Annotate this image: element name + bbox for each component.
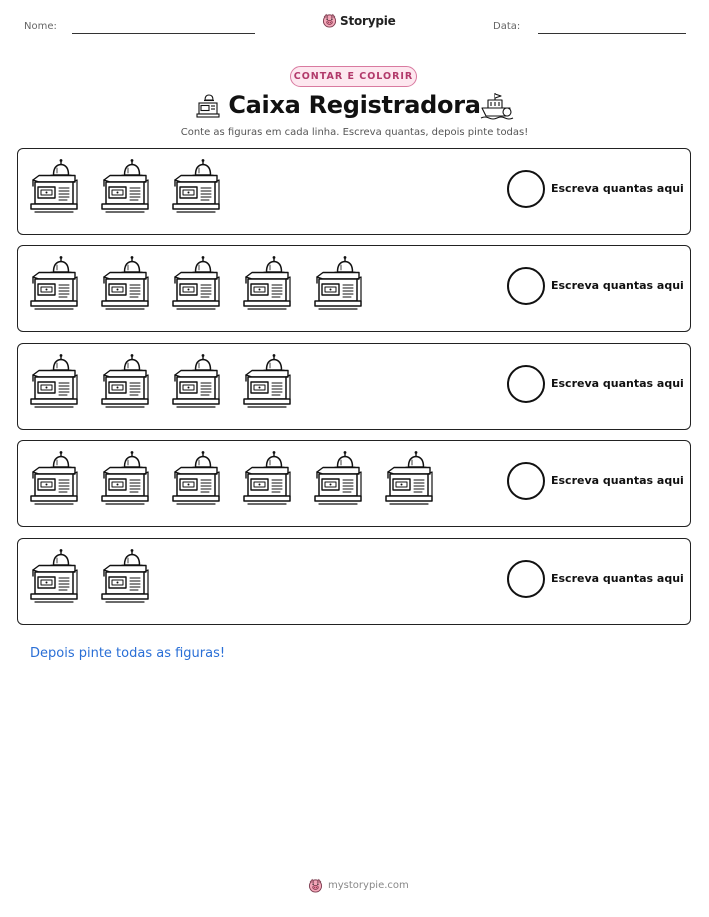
row-figures	[29, 548, 150, 606]
brand-logo	[322, 13, 396, 28]
answer-circle[interactable]	[507, 267, 545, 305]
answer-prompt: Escreva quantas aqui	[551, 182, 684, 195]
row-figures	[29, 450, 434, 508]
title-row	[0, 90, 709, 124]
cash-register-icon[interactable]	[313, 450, 363, 508]
answer-prompt: Escreva quantas aqui	[551, 572, 684, 585]
cash-register-icon[interactable]	[384, 450, 434, 508]
pig-mascot-icon	[308, 878, 323, 893]
counting-row	[17, 343, 691, 430]
answer-circle[interactable]	[507, 170, 545, 208]
answer-prompt: Escreva quantas aqui	[551, 474, 684, 487]
answer-circle[interactable]	[507, 365, 545, 403]
date-line[interactable]	[538, 33, 686, 34]
page-title: Caixa Registradora	[228, 91, 481, 119]
instructions: Conte as figuras em cada linha. Escreva quantas, depois pinte todas!	[180, 127, 529, 138]
cash-register-icon[interactable]	[313, 255, 363, 313]
cash-register-icon[interactable]	[171, 353, 221, 411]
cash-register-icon[interactable]	[242, 450, 292, 508]
name-line[interactable]	[72, 33, 255, 34]
answer-circle[interactable]	[507, 560, 545, 598]
boat-decor-icon	[480, 90, 514, 120]
answer-circle[interactable]	[507, 462, 545, 500]
counting-row	[17, 148, 691, 235]
date-label: Data:	[493, 21, 521, 32]
cash-register-icon[interactable]	[29, 450, 79, 508]
footer-url: mystorypie.com	[328, 880, 409, 891]
cash-register-icon[interactable]	[171, 255, 221, 313]
answer-prompt: Escreva quantas aqui	[551, 377, 684, 390]
cash-register-icon[interactable]	[242, 353, 292, 411]
cash-register-icon[interactable]	[100, 353, 150, 411]
answer-prompt: Escreva quantas aqui	[551, 279, 684, 292]
cash-register-icon[interactable]	[29, 255, 79, 313]
footer-brand	[308, 878, 409, 893]
cash-register-icon[interactable]	[100, 450, 150, 508]
cash-register-icon[interactable]	[29, 548, 79, 606]
activity-badge: CONTAR E COLORIR	[290, 66, 417, 87]
counting-row	[17, 245, 691, 332]
cash-register-icon[interactable]	[100, 255, 150, 313]
cash-register-icon[interactable]	[100, 548, 150, 606]
counting-row	[17, 538, 691, 625]
name-label: Nome:	[24, 21, 57, 32]
brand-name: Storypie	[340, 13, 396, 28]
cash-register-icon[interactable]	[171, 450, 221, 508]
footer-note: Depois pinte todas as figuras!	[30, 646, 226, 661]
row-figures	[29, 353, 292, 411]
cash-register-icon[interactable]	[242, 255, 292, 313]
cash-register-icon[interactable]	[100, 158, 150, 216]
cash-register-icon[interactable]	[29, 353, 79, 411]
cash-register-icon[interactable]	[29, 158, 79, 216]
counting-row	[17, 440, 691, 527]
row-figures	[29, 158, 221, 216]
row-figures	[29, 255, 363, 313]
cash-register-icon[interactable]	[171, 158, 221, 216]
worksheet-header	[0, 0, 709, 50]
pig-mascot-icon	[322, 13, 337, 28]
